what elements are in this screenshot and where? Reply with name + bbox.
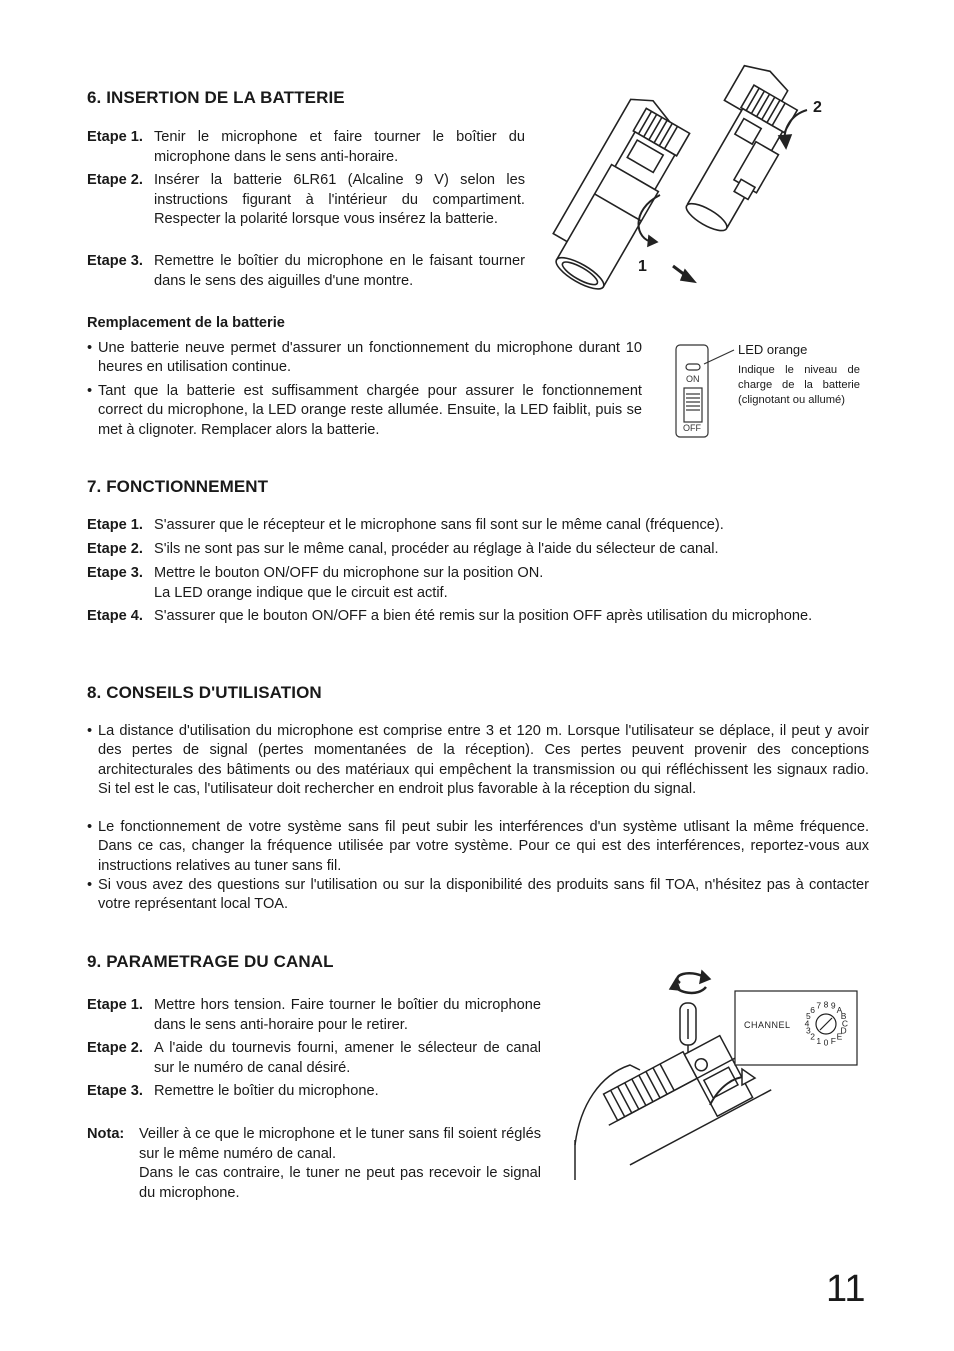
bullet-dot: • [87, 383, 93, 399]
sec9-step-1 [87, 996, 541, 1036]
dial-digit: B [840, 1010, 847, 1021]
step-label: Etape 1. [87, 129, 143, 145]
bullet-dot: • [87, 819, 93, 835]
sec6-bullet-1 [87, 339, 642, 379]
section-7-title: 7. FONCTIONNEMENT [87, 477, 269, 496]
sec8-bullet-3 [87, 876, 869, 916]
bullet-dot: • [87, 340, 93, 356]
step-text: Insérer la batterie 6LR61 (Alcaline 9 V) selon les instructions figurant à l'intérieur du compartiment. Respecter la polarité lorsque vous insérez la batterie. [154, 172, 525, 227]
step-label: Etape 2. [87, 541, 143, 557]
step-label: Etape 2. [87, 172, 143, 188]
dial-digit: 2 [810, 1031, 815, 1042]
step-label: Etape 2. [87, 1040, 143, 1056]
nota-text-continued: Dans le cas contraire, le tuner ne peut pas recevoir le signal du microphone. [139, 1165, 541, 1201]
switch-on-label: ON [686, 374, 700, 384]
step-label: Etape 4. [87, 608, 143, 624]
step-label: Etape 1. [87, 997, 143, 1013]
bullet-dot: • [87, 723, 93, 739]
sec7-step-3 [87, 564, 869, 604]
dial-digit: 8 [823, 999, 829, 1010]
sec6-bullet-2 [87, 382, 642, 442]
figure-label-2: 2 [813, 99, 822, 116]
dial-digit: 9 [830, 1000, 836, 1011]
replacement-subtitle: Remplacement de la batterie [87, 315, 285, 331]
dial-digit: 3 [806, 1025, 811, 1036]
step-text: A l'aide du tournevis fourni, amener le sélecteur de canal sur le numéro de canal désiré. [154, 1040, 541, 1076]
section-8-title: 8. CONSEILS D'UTILISATION [87, 683, 322, 702]
step-text: Remettre le boîtier du microphone en le faisant tourner dans le sens des aiguilles d'une montre. [154, 253, 525, 289]
dial-digit: E [836, 1031, 843, 1042]
figure-label-1: 1 [638, 258, 647, 275]
step-text-continued: La LED orange indique que le circuit est actif. [154, 584, 448, 601]
dial-digit: 7 [816, 1000, 822, 1011]
dial-digit: F [830, 1035, 836, 1046]
step-label: Etape 3. [87, 1083, 143, 1099]
sec6-step-1 [87, 128, 525, 168]
step-text: S'assurer que le récepteur et le microphone sans fil sont sur le même canal (fréquence). [154, 517, 724, 533]
dial-digit: 6 [810, 1004, 815, 1015]
step-text: S'assurer que le bouton ON/OFF a bien été remis sur la position OFF après utilisation du microphone. [154, 608, 813, 624]
bullet-text: Si vous avez des questions sur l'utilisation ou sur la disponibilité des produits sans fil TOA, n'hésitez pas à contacter votre représentant local TOA. [98, 877, 869, 913]
bullet-text: Une batterie neuve permet d'assurer un fonctionnement du microphone durant 10 heures en utilisation continue. [98, 340, 642, 376]
sec7-step-1 [87, 516, 869, 536]
step-label: Etape 1. [87, 517, 143, 533]
nota-text: Veiller à ce que le microphone et le tuner sans fil soient réglés sur le même numéro de canal. [139, 1126, 541, 1162]
bullet-text: Le fonctionnement de votre système sans fil peut subir les interférences d'un système utlisant la même fréquence. Dans ce cas, changer la fréquence utilisée par votre système. Pour ce qui est des interférences, reportez-vous aux instructions relatives au tuner sans fil. [98, 819, 869, 874]
nota [87, 1125, 541, 1205]
battery-insertion-illustration [545, 90, 875, 300]
sec7-step-4 [87, 607, 869, 647]
bullet-dot: • [87, 877, 93, 893]
dial-digit: D [840, 1025, 847, 1036]
sec8-bullet-2 [87, 818, 869, 878]
channel-setting-illustration [570, 965, 870, 1195]
nota-label: Nota: [87, 1126, 125, 1142]
step-label: Etape 3. [87, 565, 143, 581]
switch-off-label: OFF [683, 423, 701, 433]
sec9-step-3 [87, 1082, 541, 1102]
dial-digit: A [836, 1004, 843, 1015]
dial-digit: 5 [806, 1010, 811, 1021]
dial-digit: C [841, 1018, 849, 1029]
led-title: LED orange [738, 342, 808, 357]
sec7-step-2 [87, 540, 869, 560]
step-text: Tenir le microphone et faire tourner le boîtier du microphone dans le sens anti-horaire. [154, 129, 525, 165]
dial-digit: 1 [816, 1035, 822, 1046]
step-text: S'ils ne sont pas sur le même canal, procéder au réglage à l'aide du sélecteur de canal. [154, 541, 719, 557]
step-text: Mettre le bouton ON/OFF du microphone sur la position ON. [154, 565, 544, 581]
bullet-text: Tant que la batterie est suffisamment chargée pour assurer le fonctionnement correct du microphone, la LED orange reste allumée. Ensuite, la LED faiblit, puis se met à clignoter. Remplacer alors la batterie. [98, 383, 642, 438]
sec6-step-2 [87, 171, 525, 251]
channel-label: CHANNEL [744, 1020, 791, 1030]
section-6-title: 6. INSERTION DE LA BATTERIE [87, 88, 345, 107]
sec8-bullet-1 [87, 722, 869, 819]
dial-digit: 4 [804, 1018, 810, 1029]
section-9-title: 9. PARAMETRAGE DU CANAL [87, 952, 334, 971]
dial-digit: 0 [823, 1037, 829, 1048]
bullet-text: La distance d'utilisation du microphone est comprise entre 3 et 120 m. Lorsque l'utilisateur se déplace, il peut y avoir des pertes de signal (pertes momentanées de la réception). Ces pertes peuvent provenir des conceptions architecturales des bâtiments ou des matériaux qui empêchent la transmission ou qui réfléchissent les signaux radio. Si tel est le cas, l'utilisateur doit rechercher en endroit plus favorable à la réception du signal. [98, 723, 869, 798]
sec6-step-3 [87, 252, 525, 292]
led-description: Indique le niveau de charge de la batterie (clignotant ou allumé) [738, 364, 860, 406]
page-number: 11 [826, 1268, 866, 1310]
sec9-step-2 [87, 1039, 541, 1079]
step-text: Remettre le boîtier du microphone. [154, 1083, 379, 1099]
step-label: Etape 3. [87, 253, 143, 269]
step-text: Mettre hors tension. Faire tourner le boîtier du microphone dans le sens anti-horaire pour le retirer. [154, 997, 541, 1033]
